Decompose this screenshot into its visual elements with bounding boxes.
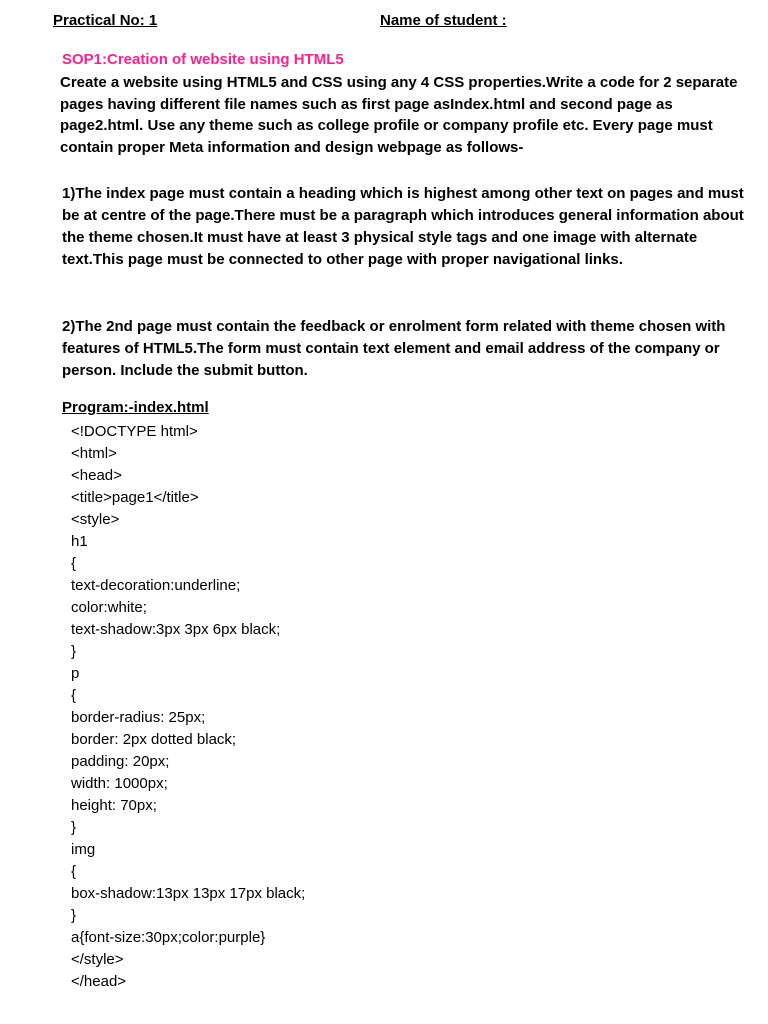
code-line: } xyxy=(71,819,77,836)
code-line: <html> xyxy=(71,445,117,462)
code-line: p xyxy=(71,665,80,682)
code-line: <title>page1</title> xyxy=(71,489,199,506)
code-line: { xyxy=(71,555,77,572)
requirement-2: 2)The 2nd page must contain the feedback or enrolment form related with theme chosen with features of HTML5.The form must contain text element and email address of the company or person. Include the submit button. xyxy=(62,318,726,379)
code-line: border-radius: 25px; xyxy=(71,709,206,726)
code-line: height: 70px; xyxy=(71,797,157,814)
code-line: width: 1000px; xyxy=(71,775,168,792)
document-header xyxy=(0,12,768,34)
code-line: padding: 20px; xyxy=(71,753,170,770)
code-listing xyxy=(71,421,305,993)
code-line: border: 2px dotted black; xyxy=(71,731,237,748)
task-description: Create a website using HTML5 and CSS using any 4 CSS properties.Write a code for 2 separate pages having different file names such as first page asIndex.html and second page as page2.html. Use any theme such as college profile or company profile etc. Every page must contain proper Meta information and design webpage as follows- xyxy=(60,74,738,156)
code-line: <!DOCTYPE html> xyxy=(71,423,198,440)
code-line: { xyxy=(71,687,77,704)
sop-title: SOP1:Creation of website using HTML5 xyxy=(62,51,344,68)
code-line: <head> xyxy=(71,467,122,484)
code-line: <style> xyxy=(71,511,120,528)
code-line: h1 xyxy=(71,533,88,550)
code-line: </style> xyxy=(71,951,124,968)
code-line: a{font-size:30px;color:purple} xyxy=(71,929,266,946)
code-line: box-shadow:13px 13px 17px black; xyxy=(71,885,306,902)
requirement-1: 1)The index page must contain a heading which is highest among other text on pages and must be at centre of the page.There must be a paragraph which introduces general information about the theme chosen.It must have at least 3 physical style tags and one image with alternate text.This page must be connected to other page with proper navigational links. xyxy=(62,185,744,268)
program-label: Program:-index.html xyxy=(62,399,209,416)
code-line: text-shadow:3px 3px 6px black; xyxy=(71,621,281,638)
code-line: } xyxy=(71,643,77,660)
code-line: { xyxy=(71,863,77,880)
student-name-label: Name of student : xyxy=(380,12,507,29)
code-line: img xyxy=(71,841,96,858)
code-line: color:white; xyxy=(71,599,147,616)
code-line: text-decoration:underline; xyxy=(71,577,241,594)
practical-number: Practical No: 1 xyxy=(53,12,158,29)
code-line: } xyxy=(71,907,77,924)
code-line: </head> xyxy=(71,973,127,990)
